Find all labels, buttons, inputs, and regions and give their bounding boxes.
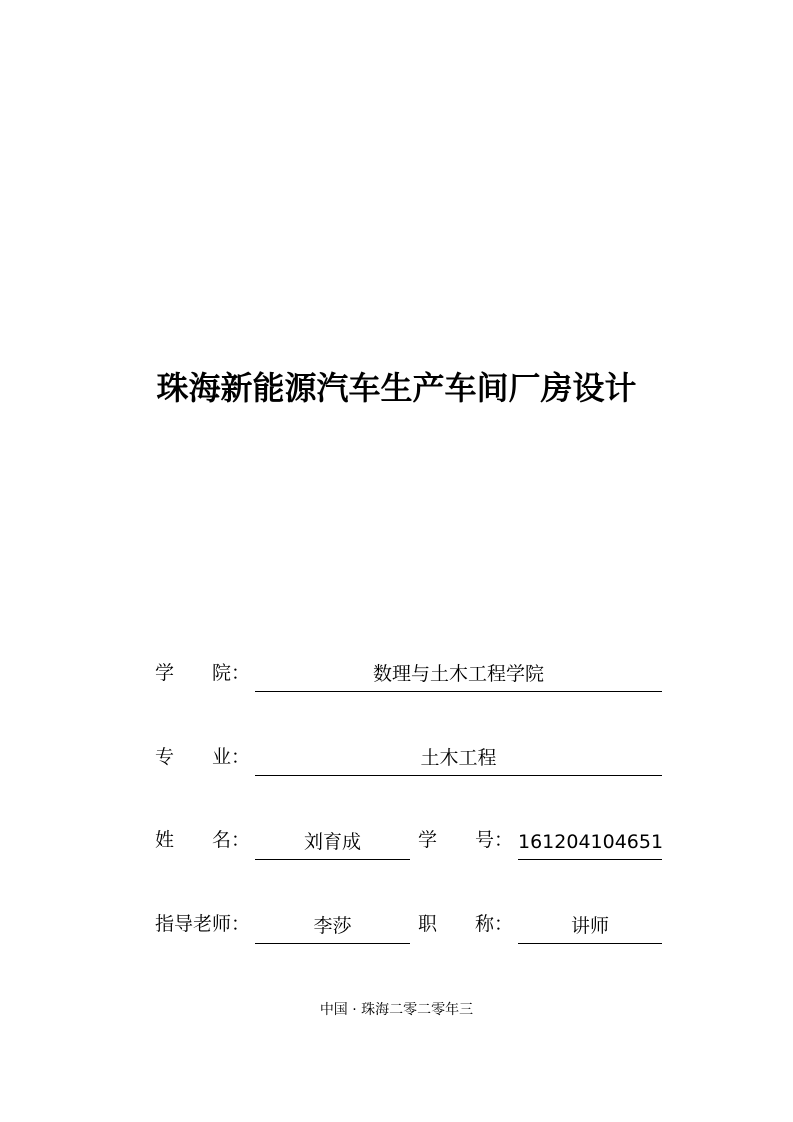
college-field: 数理与土木工程学院 [255,662,662,692]
advisor-field: 李莎 [255,914,410,944]
major-label: 专 业： [155,746,251,768]
name-field: 刘育成 [255,830,410,860]
college-label: 学 院： [155,662,251,684]
major-field: 土木工程 [255,746,662,776]
document-title: 珠海新能源汽车生产车间厂房设计 [156,369,637,407]
footer-text: 中国 · 珠海二零二零年三 [319,1002,474,1018]
student-id-field: 161204104651 [518,830,662,860]
name-label: 姓 名： [155,829,251,851]
advisor-label: 指导老师： [155,913,251,935]
footer [0,1000,793,1020]
student-id-label: 学 号： [418,829,514,851]
title-rank-label: 职 称： [418,913,514,935]
title-rank-field: 讲师 [518,914,662,944]
